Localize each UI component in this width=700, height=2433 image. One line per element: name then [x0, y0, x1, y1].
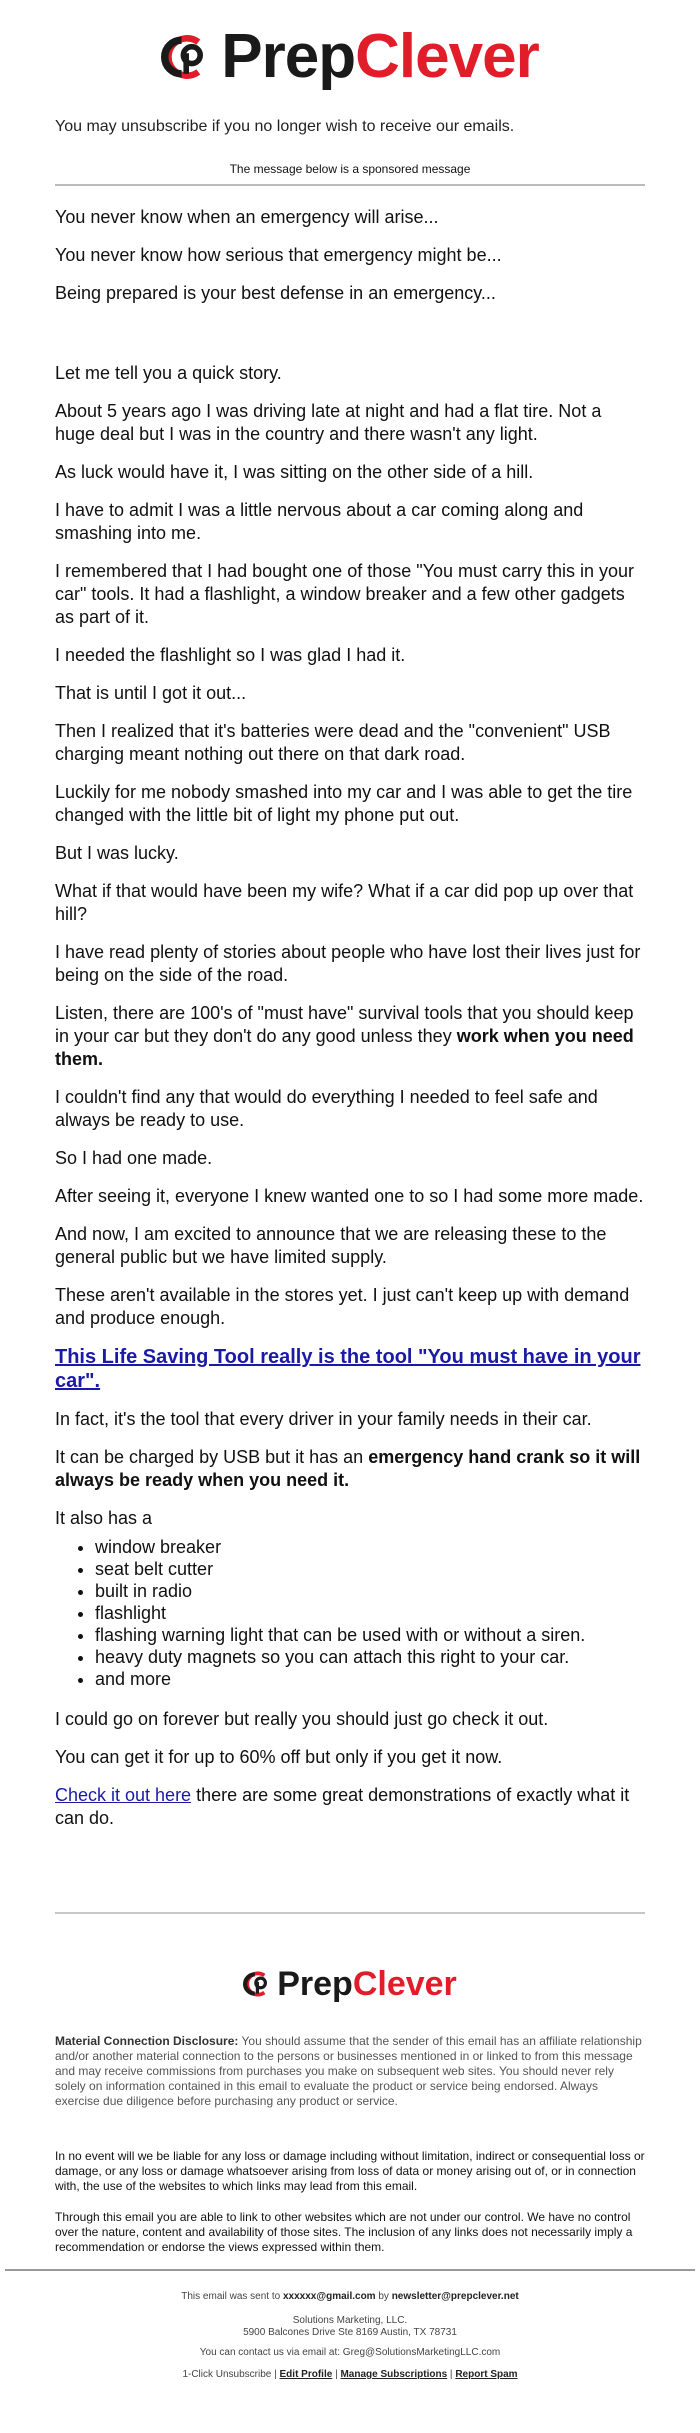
sender-email: newsletter@prepclever.net: [391, 2291, 519, 2302]
story-paragraph: Then I realized that it's batteries were dead and the "convenient" USB charging meant nothing out there on that dark road.: [55, 721, 611, 764]
brand-name-part1: Prep: [277, 1965, 353, 2003]
headline-paragraph: [55, 1345, 645, 1393]
email-container: [55, 0, 645, 2381]
external-links-notice: Through this email you are able to link to other websites which are not under our control. We have no control over the nature, content and availability of those sites. The inclusion of any links does not necessarily imply a recommendation or endorse the views expressed within them.: [55, 2210, 633, 2254]
story-paragraph: I needed the flashlight so I was glad I had it.: [55, 645, 406, 665]
listen-text: Listen, there are 100's of "must have" survival tools that you should keep in your car but they don't do any good unless they: [55, 1003, 634, 1046]
check-paragraph: [55, 1784, 645, 1830]
manage-subscriptions-link[interactable]: Manage Subscriptions: [340, 2369, 448, 2380]
footer-links: [55, 2369, 645, 2381]
intro-line: Being prepared is your best defense in an emergency...: [55, 283, 496, 303]
email-body: [55, 186, 645, 1830]
liability-notice: In no event will we be liable for any loss or damage including without limitation, indirect or consequential loss or damage, or any loss or damage whatsoever arising from loss of data or money arising out of, or in connection with, the use of the websites to which links may lead from this email.: [55, 2149, 645, 2193]
unsubscribe-note: You may unsubscribe if you no longer wish to receive our emails.: [55, 118, 515, 135]
story-paragraph: I remembered that I had bought one of those "You must carry this in your car" tools. It had a flashlight, a window breaker and a few other gadgets as part of it.: [55, 561, 635, 627]
listen-paragraph: [55, 1002, 645, 1071]
story-paragraph: And now, I am excited to announce that we are releasing these to the general public but we have limited supply.: [55, 1224, 607, 1267]
story-paragraph: Luckily for me nobody smashed into my car and I was able to get the tire changed with the little bit of light my phone put out.: [55, 782, 633, 825]
brand-name-part2: Clever: [355, 22, 539, 91]
intro-line: You never know how serious that emergency might be...: [55, 245, 502, 265]
divider: [55, 1912, 645, 1914]
company-address: 5900 Balcones Drive Ste 8169 Austin, TX 78731: [243, 2327, 457, 2338]
check-it-out-link[interactable]: Check it out here: [55, 1785, 192, 1805]
story-paragraph: So I had one made.: [55, 1148, 213, 1168]
pc-logo-mark-icon: [161, 29, 217, 85]
feature-item: • heavy duty magnets so you can attach this right to your car.: [95, 1646, 645, 1668]
feature-item: • and more: [95, 1668, 645, 1690]
link-separator: |: [332, 2369, 341, 2380]
usb-text: It can be charged by USB but it has an: [55, 1447, 369, 1467]
story-paragraph: About 5 years ago I was driving late at night and had a flat tire. Not a huge deal but I was in the country and there wasn't any light.: [55, 401, 602, 444]
divider: [5, 2269, 695, 2271]
pc-logo-mark-icon: [243, 1968, 275, 2000]
story-paragraph: But I was lucky.: [55, 843, 179, 863]
sponsored-note: The message below is a sponsored message: [229, 162, 471, 176]
check-rest-text: there are some great demonstrations of exactly what it can do.: [55, 1785, 630, 1828]
brand-wordmark: [277, 1967, 457, 2001]
feature-item: • flashlight: [95, 1602, 645, 1624]
footer-brand-logo[interactable]: [55, 1962, 645, 2006]
also-has-label: It also has a: [55, 1508, 153, 1528]
discount-paragraph: You can get it for up to 60% off but only if you get it now.: [55, 1747, 503, 1767]
contact-line: You can contact us via email at: Greg@SolutionsMarketingLLC.com: [199, 2347, 501, 2358]
story-paragraph: I couldn't find any that would do everything I needed to feel safe and always be ready to use.: [55, 1087, 598, 1130]
go-on-paragraph: I could go on forever but really you should just go check it out.: [55, 1709, 549, 1729]
material-disclosure: [55, 2034, 645, 2109]
sent-to-line: [55, 2291, 645, 2303]
brand-name-part1: Prep: [221, 22, 356, 91]
intro-line: You never know when an emergency will arise...: [55, 207, 439, 227]
story-paragraph: I have to admit I was a little nervous about a car coming along and smashing into me.: [55, 500, 584, 543]
disclosure-text: You should assume that the sender of this email has an affiliate relationship and/or another material connection to the persons or businesses mentioned in or linked to from this message and may receive commissions from purchases you make on subsequent web sites. You should never rely solely on information contained in this email to evaluate the product or service being endorsed. Always exercise due diligence before purchasing any product or service.: [55, 2034, 642, 2108]
brand-logo[interactable]: [55, 0, 645, 100]
spacer: [55, 320, 645, 362]
story-paragraph: I have read plenty of stories about people who have lost their lives just for being on the side of the road.: [55, 942, 641, 985]
feature-item: • flashing warning light that can be used with or without a siren.: [95, 1624, 645, 1646]
story-paragraph: What if that would have been my wife? What if a car did pop up over that hill?: [55, 881, 634, 924]
usb-bold-text: emergency hand crank so it will always be ready when you need it.: [55, 1447, 641, 1490]
sent-prefix: This email was sent to: [181, 2291, 283, 2302]
listen-bold-text: work when you need them.: [55, 1026, 634, 1069]
company-name: Solutions Marketing, LLC.: [292, 2315, 408, 2326]
unsubscribe-link[interactable]: 1-Click Unsubscribe: [182, 2369, 272, 2380]
link-separator: |: [447, 2369, 456, 2380]
link-separator: |: [271, 2369, 280, 2380]
email-footer: [55, 2291, 645, 2381]
story-paragraph: As luck would have it, I was sitting on the other side of a hill.: [55, 462, 534, 482]
edit-profile-link[interactable]: Edit Profile: [279, 2369, 333, 2380]
feature-item: • window breaker: [95, 1536, 645, 1558]
report-spam-link[interactable]: Report Spam: [455, 2369, 518, 2380]
feature-list: [95, 1536, 645, 1690]
usb-paragraph: [55, 1446, 645, 1492]
disclosure-label: Material Connection Disclosure:: [55, 2034, 239, 2048]
story-paragraph: That is until I got it out...: [55, 683, 247, 703]
recipient-email: xxxxxx@gmail.com: [282, 2291, 376, 2302]
story-paragraph: Let me tell you a quick story.: [55, 363, 282, 383]
brand-wordmark: [221, 22, 539, 91]
headline-link[interactable]: This Life Saving Tool really is the tool "You must have in your car".: [55, 1346, 641, 1392]
driver-paragraph: In fact, it's the tool that every driver in your family needs in their car.: [55, 1409, 592, 1429]
brand-name-part2: Clever: [352, 1965, 457, 2003]
story-paragraph: These aren't available in the stores yet. I just can't keep up with demand and produce enough.: [55, 1285, 630, 1328]
feature-item: • built in radio: [95, 1580, 645, 1602]
feature-item: • seat belt cutter: [95, 1558, 645, 1580]
story-paragraph: After seeing it, everyone I knew wanted one to so I had some more made.: [55, 1186, 644, 1206]
sent-mid: by: [375, 2291, 392, 2302]
